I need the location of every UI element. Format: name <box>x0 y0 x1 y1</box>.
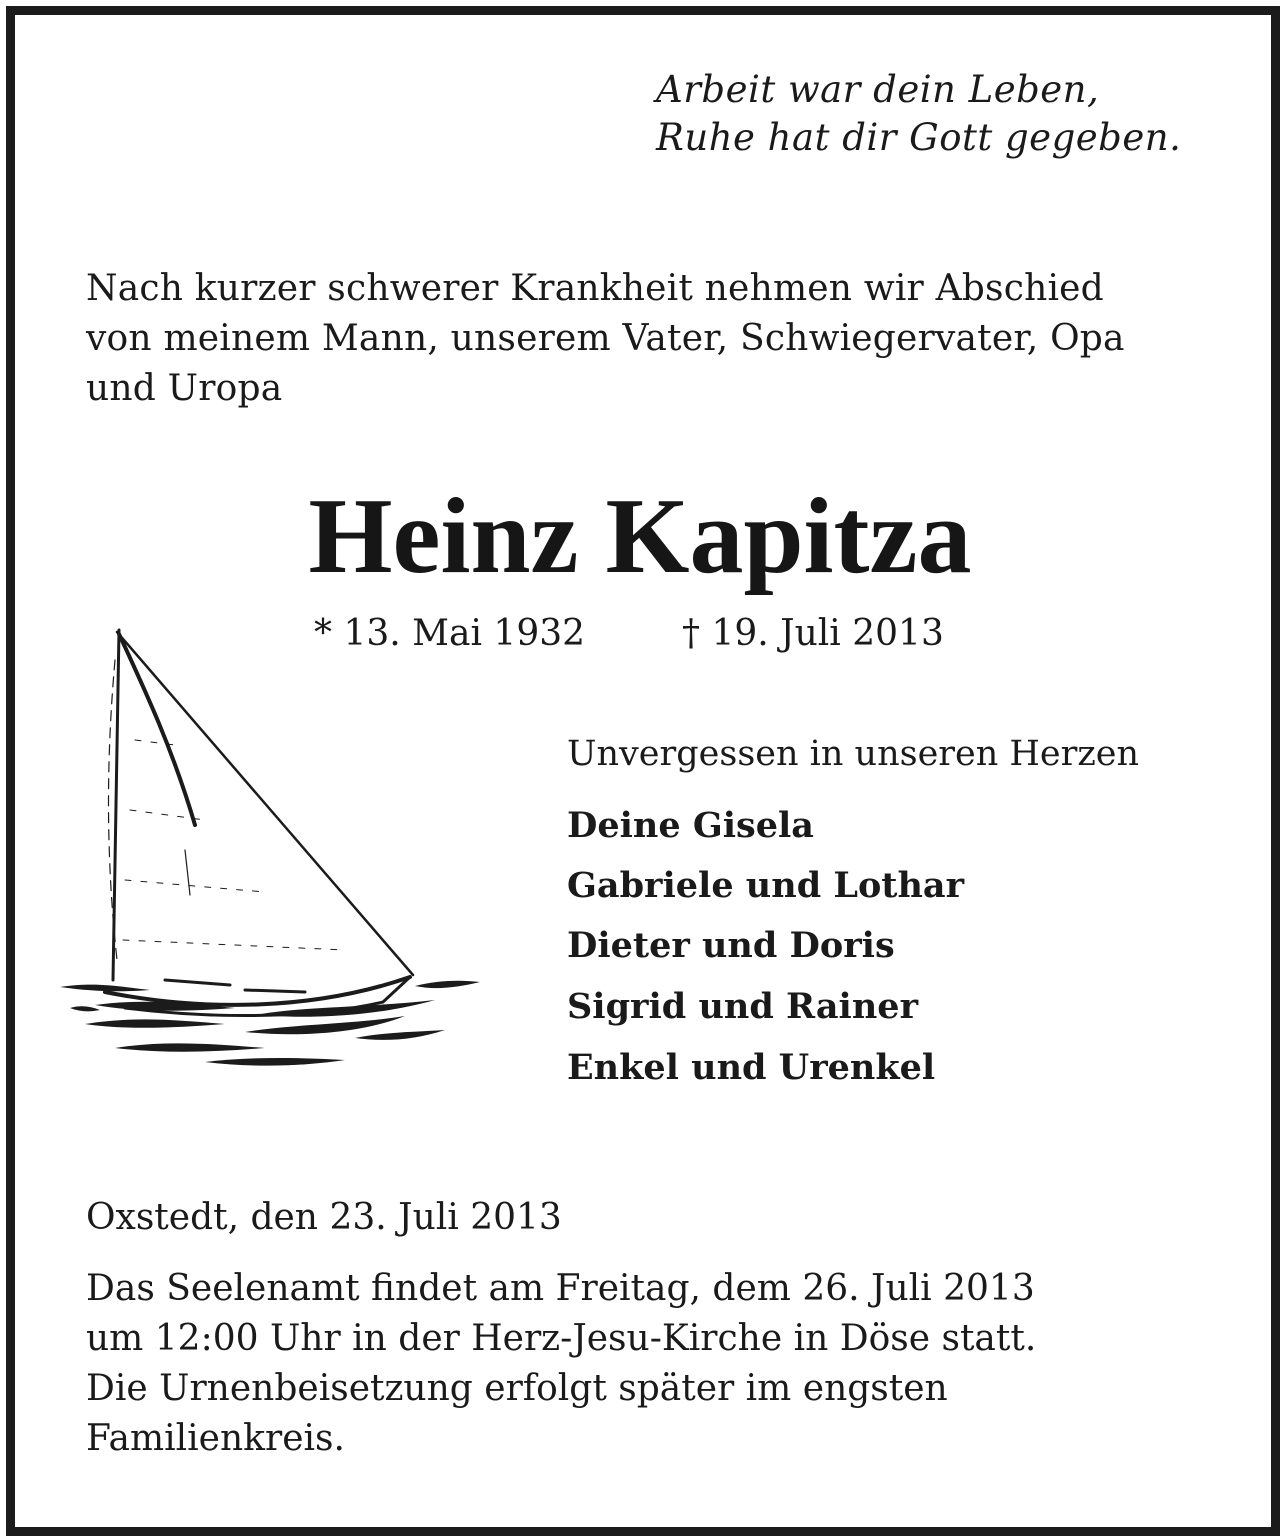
sailboat-icon <box>55 620 485 1080</box>
mourners-tagline: Unvergessen in unseren Herzen <box>567 734 1140 774</box>
intro-line-2: von meinem Mann, unserem Vater, Schwiegervater, Opa <box>86 318 1125 359</box>
funeral-notice-line-1: Das Seelenamt findet am Freitag, dem 26. Juli 2013 <box>86 1268 1035 1309</box>
motto-line-1: Arbeit war dein Leben, <box>656 68 1100 111</box>
funeral-notice-line-4: Familienkreis. <box>86 1418 345 1459</box>
birth-date: * 13. Mai 1932 <box>314 613 586 654</box>
intro-line-1: Nach kurzer schwerer Krankheit nehmen wir Abschied <box>86 268 1104 309</box>
motto-line-2: Ruhe hat dir Gott gegeben. <box>656 116 1182 159</box>
death-date: † 19. Juli 2013 <box>682 613 944 654</box>
mourner-name: Sigrid und Rainer <box>567 986 919 1027</box>
deceased-name: Heinz Kapitza <box>308 477 972 596</box>
mourner-name: Deine Gisela <box>567 805 814 846</box>
mourner-name: Gabriele und Lothar <box>567 865 965 906</box>
funeral-notice-line-3: Die Urnenbeisetzung erfolgt später im engsten <box>86 1368 948 1409</box>
funeral-notice-line-2: um 12:00 Uhr in der Herz-Jesu-Kirche in Döse statt. <box>86 1318 1037 1359</box>
place-date: Oxstedt, den 23. Juli 2013 <box>86 1197 562 1238</box>
mourner-name: Enkel und Urenkel <box>567 1047 936 1088</box>
intro-line-3: und Uropa <box>86 368 283 409</box>
mourner-name: Dieter und Doris <box>567 925 895 966</box>
